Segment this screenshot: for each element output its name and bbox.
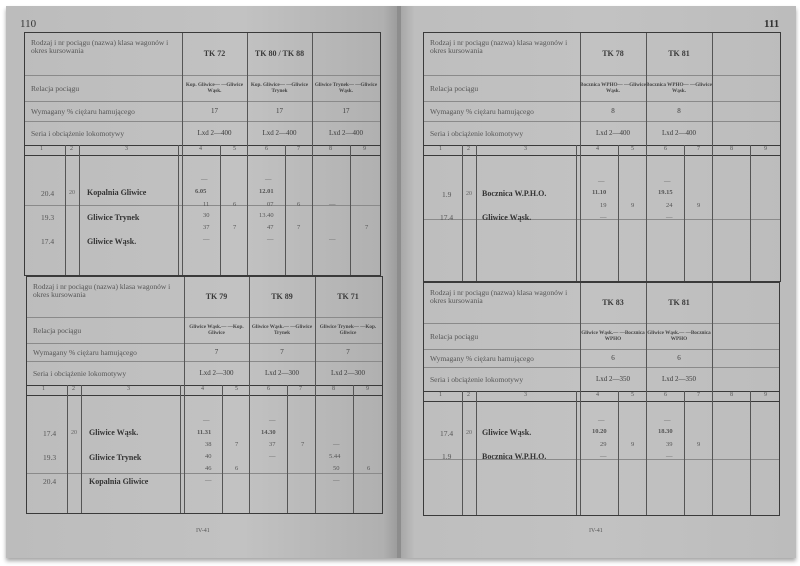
loco-value: Lxd 2—400 <box>595 129 631 137</box>
train-relation: Gliwice Trynek— —Gliwice Wąsk. <box>314 82 378 94</box>
row-divider <box>424 391 779 392</box>
col-divider <box>618 391 619 515</box>
time-cell: — <box>664 178 671 185</box>
col-number: 4 <box>199 146 202 152</box>
time-cell: 37 <box>203 224 210 231</box>
station-km: 20.4 <box>43 477 57 486</box>
col-number: 4 <box>596 392 599 398</box>
loco-value: Lxd 2—400 <box>262 129 297 137</box>
time-cell: — <box>269 417 276 424</box>
time-cell: 50 <box>333 465 340 472</box>
time-cell: 9 <box>631 441 635 448</box>
col-number: 7 <box>299 386 302 392</box>
label-relation: Relacja pociągu <box>430 84 479 93</box>
loco-value: Lxd 2—400 <box>197 129 232 137</box>
time-cell: 30 <box>203 212 210 219</box>
col-number: 3 <box>524 146 527 152</box>
time-cell: 18.30 <box>658 428 673 435</box>
time-cell: — <box>333 477 340 484</box>
loco-value: Lxd 2—300 <box>330 369 366 377</box>
train-name: TK 71 <box>337 292 359 301</box>
time-cell: — <box>203 236 210 243</box>
time-cell: — <box>265 176 272 183</box>
station-name: Gliwice Trynek <box>87 213 140 222</box>
loco-value: Lxd 2—300 <box>199 369 234 377</box>
station-km: 19.3 <box>43 453 57 462</box>
train-relation: Bocznica WPHO— —Gliwice Wąsk. <box>646 82 712 94</box>
label-loco: Seria i obciążenie lokomotywy <box>430 375 524 384</box>
brake-value: 17 <box>276 107 283 115</box>
time-cell: 6 <box>235 465 239 472</box>
col-number: 3 <box>125 146 128 152</box>
train-relation: Gliwice Wąsk.— —Kop. Gliwice <box>189 324 244 336</box>
brake-value: 6 <box>611 354 615 362</box>
col-divider <box>750 391 751 515</box>
time-cell: 11.10 <box>592 189 607 196</box>
train-relation: Gliwice Wąsk.— —Bocznica WPHO <box>647 330 711 342</box>
col-number: 3 <box>127 386 130 392</box>
time-cell: — <box>329 236 336 243</box>
station-name: Gliwice Trynek <box>89 453 142 462</box>
col-divider <box>178 145 179 275</box>
footer-left: IV-41 <box>196 528 210 534</box>
train-name: TK 81 <box>668 298 690 307</box>
train-relation: Bocznica WPHO— —Gliwice Wąsk. <box>580 82 646 94</box>
time-cell: 9 <box>697 441 701 448</box>
train-name: TK 72 <box>203 49 226 58</box>
brake-value: 17 <box>342 107 350 115</box>
time-cell: 9 <box>697 202 701 209</box>
label-relation: Relacja pociągu <box>430 332 479 341</box>
label-train-type: Rodzaj i nr pociągu (nazwa) klasa wagonów i okres kursowania <box>31 38 169 55</box>
col-divider <box>462 145 463 281</box>
loco-value: Lxd 2—350 <box>595 375 631 383</box>
time-cell: — <box>269 453 276 460</box>
label-train-type: Rodzaj i nr pociągu (nazwa) klasa wagonów i okres kursowania <box>430 38 568 55</box>
col-number: 2 <box>70 146 73 152</box>
col-number: 5 <box>233 146 236 152</box>
station-km: 19.3 <box>41 213 55 222</box>
time-cell: 24 <box>666 202 673 209</box>
col-number: 6 <box>265 146 268 152</box>
train-name: TK 78 <box>602 49 624 58</box>
label-train-type: Rodzaj i nr pociągu (nazwa) klasa wagonów i okres kursowania <box>430 288 568 305</box>
col-number: 1 <box>439 392 442 398</box>
time-cell: 19.15 <box>658 189 673 196</box>
col-divider <box>287 385 288 513</box>
col-number: 7 <box>297 146 300 152</box>
brake-value: 17 <box>211 107 218 115</box>
label-relation: Relacja pociągu <box>33 326 82 335</box>
col-divider <box>353 385 354 513</box>
col-divider <box>712 33 713 281</box>
col-number: 2 <box>467 146 470 152</box>
speed-limit: 20 <box>466 430 472 436</box>
loco-value: Lxd 2—350 <box>661 375 697 383</box>
col-number: 5 <box>235 386 238 392</box>
label-loco: Seria i obciążenie lokomotywy <box>31 129 125 138</box>
col-number: 9 <box>363 146 366 152</box>
time-cell: 5.44 <box>329 453 341 460</box>
label-loco: Seria i obciążenie lokomotywy <box>430 129 524 138</box>
col-number: 1 <box>40 146 43 152</box>
row-divider <box>424 145 780 146</box>
station-name: Gliwice Wąsk. <box>482 428 532 437</box>
col-divider <box>684 391 685 515</box>
col-number: 9 <box>764 146 767 152</box>
brake-value: 8 <box>677 107 681 115</box>
col-number: 4 <box>201 386 204 392</box>
col-number: 5 <box>631 392 634 398</box>
row-divider <box>424 155 780 156</box>
col-divider <box>285 145 286 275</box>
timetable-block <box>423 282 780 516</box>
label-brake: Wymagany % ciężaru hamującego <box>31 107 135 116</box>
time-cell: 6 <box>297 201 301 208</box>
book-gutter <box>397 6 401 558</box>
time-cell: 39 <box>666 441 673 448</box>
col-divider <box>220 145 221 275</box>
time-cell: 07 <box>267 201 274 208</box>
time-cell: — <box>329 201 336 208</box>
col-number: 1 <box>439 146 442 152</box>
loco-value: Lxd 2—300 <box>264 369 300 377</box>
station-km: 17.4 <box>41 237 55 246</box>
time-cell: 13.40 <box>259 212 274 219</box>
station-km: 17.4 <box>43 429 57 438</box>
time-cell: 7 <box>235 441 239 448</box>
footer-right: IV-41 <box>589 528 603 534</box>
station-name: Gliwice Wąsk. <box>87 237 137 246</box>
brake-value: 8 <box>611 107 615 115</box>
col-number: 1 <box>42 386 45 392</box>
train-relation: Gliwice Wąsk.— —Gliwice Trynek <box>251 324 313 336</box>
label-relation: Relacja pociągu <box>31 84 80 93</box>
col-number: 4 <box>596 146 599 152</box>
station-name: Gliwice Wąsk. <box>482 213 532 222</box>
time-cell: — <box>203 417 210 424</box>
time-cell: — <box>267 236 274 243</box>
col-number: 9 <box>764 392 767 398</box>
time-cell: — <box>205 477 212 484</box>
time-cell: — <box>666 214 673 221</box>
train-name <box>312 33 380 75</box>
label-brake: Wymagany % ciężaru hamującego <box>430 107 534 116</box>
col-divider <box>618 145 619 281</box>
col-divider <box>350 145 351 275</box>
time-cell: 6.05 <box>195 188 207 195</box>
train-name: TK 80 / TK 88 <box>254 49 305 58</box>
time-cell: 37 <box>269 441 276 448</box>
station-name: Bocznica W.P.H.O. <box>482 452 547 461</box>
time-cell: — <box>598 178 605 185</box>
time-cell: 7 <box>233 224 237 231</box>
col-divider <box>576 145 577 281</box>
time-cell: — <box>600 453 607 460</box>
col-divider <box>65 145 66 275</box>
time-cell: — <box>600 214 607 221</box>
col-number: 8 <box>329 146 332 152</box>
brake-value: 7 <box>346 348 350 356</box>
col-divider <box>180 385 181 513</box>
time-cell: 46 <box>205 465 212 472</box>
time-cell: 12.01 <box>259 188 274 195</box>
timetable-block <box>423 32 781 282</box>
train-relation: Gliwice Trynek— —Kop. Gliwice <box>319 324 377 336</box>
book-spread <box>6 6 796 558</box>
speed-limit: 20 <box>69 190 75 196</box>
train-name: TK 81 <box>668 49 690 58</box>
col-number: 7 <box>697 146 700 152</box>
col-divider <box>750 145 751 281</box>
time-cell: — <box>201 176 208 183</box>
col-number: 2 <box>72 386 75 392</box>
station-km: 20.4 <box>41 189 55 198</box>
speed-limit: 20 <box>71 430 77 436</box>
col-divider <box>79 145 80 275</box>
time-cell: — <box>333 441 340 448</box>
col-divider <box>576 391 577 515</box>
brake-value: 6 <box>677 354 681 362</box>
time-cell: 29 <box>600 441 607 448</box>
time-cell: 11 <box>203 201 210 208</box>
station-km: 17.4 <box>440 213 454 222</box>
col-divider <box>684 145 685 281</box>
col-number: 6 <box>664 392 667 398</box>
col-number: 8 <box>332 386 335 392</box>
station-name: Bocznica W.P.H.O. <box>482 189 547 198</box>
station-name: Gliwice Wąsk. <box>89 428 139 437</box>
train-name: TK 89 <box>271 292 293 301</box>
col-divider <box>81 385 82 513</box>
station-name: Kopalnia Gliwice <box>89 477 149 486</box>
station-name: Kopalnia Gliwice <box>87 188 147 197</box>
time-cell: 19 <box>600 202 607 209</box>
col-number: 3 <box>524 392 527 398</box>
col-divider <box>476 391 477 515</box>
train-name: TK 83 <box>602 298 624 307</box>
time-cell: 7 <box>365 224 369 231</box>
time-cell: — <box>664 417 671 424</box>
page-number-right: 111 <box>764 18 780 30</box>
train-relation: Kop. Gliwice— —Gliwice Wąsk. <box>185 82 244 94</box>
station-km: 1.9 <box>442 190 452 199</box>
timetable-block <box>26 276 383 514</box>
col-number: 9 <box>366 386 369 392</box>
time-cell: 6 <box>233 201 237 208</box>
col-divider <box>712 283 713 515</box>
speed-limit: 20 <box>466 191 472 197</box>
time-cell: 40 <box>205 453 212 460</box>
station-km: 1.9 <box>442 452 452 461</box>
station-km: 17.4 <box>440 429 454 438</box>
label-brake: Wymagany % ciężaru hamującego <box>430 354 534 363</box>
label-brake: Wymagany % ciężaru hamującego <box>33 348 137 357</box>
time-cell: 10.20 <box>592 428 607 435</box>
col-number: 8 <box>730 146 733 152</box>
time-cell: 47 <box>267 224 274 231</box>
time-cell: — <box>666 453 673 460</box>
loco-value: Lxd 2—400 <box>661 129 697 137</box>
time-cell: 7 <box>301 441 305 448</box>
page-number-left: 110 <box>20 18 37 30</box>
train-relation: Kop. Gliwice— —Gliwice Trynek <box>250 82 309 94</box>
time-cell: 9 <box>631 202 635 209</box>
time-cell: 38 <box>205 441 212 448</box>
col-divider <box>67 385 68 513</box>
col-number: 8 <box>730 392 733 398</box>
col-number: 2 <box>467 392 470 398</box>
loco-value: Lxd 2—400 <box>328 129 364 137</box>
train-relation: Gliwice Wąsk.— —Bocznica WPHO <box>581 330 645 342</box>
col-divider <box>462 391 463 515</box>
col-number: 6 <box>664 146 667 152</box>
col-divider <box>476 145 477 281</box>
row-divider <box>424 401 779 402</box>
time-cell: 6 <box>367 465 371 472</box>
col-number: 7 <box>697 392 700 398</box>
time-cell: 7 <box>297 224 301 231</box>
brake-value: 7 <box>280 348 284 356</box>
col-number: 6 <box>267 386 270 392</box>
timetable-block <box>24 32 381 276</box>
train-name: TK 79 <box>205 292 228 301</box>
time-cell: — <box>598 417 605 424</box>
time-cell: 14.30 <box>261 429 276 436</box>
time-cell: 11.31 <box>197 429 212 436</box>
col-number: 5 <box>631 146 634 152</box>
col-divider <box>222 385 223 513</box>
label-train-type: Rodzaj i nr pociągu (nazwa) klasa wagonów i okres kursowania <box>33 282 171 299</box>
label-loco: Seria i obciążenie lokomotywy <box>33 369 127 378</box>
brake-value: 7 <box>214 348 219 356</box>
